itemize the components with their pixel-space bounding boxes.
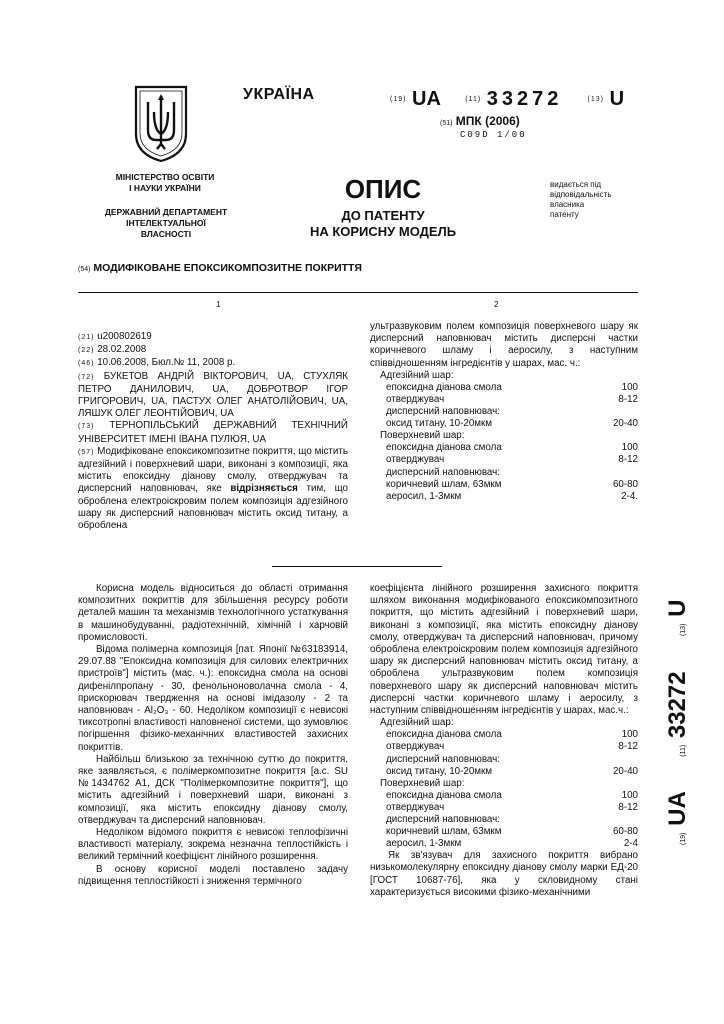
inid-code-19: (19): [390, 96, 407, 104]
inid-code-13: (13): [587, 96, 604, 104]
composition-ingredient: Поверхневий шар:: [380, 777, 465, 789]
composition-amount: 8-12: [618, 741, 638, 753]
claim-continuation: [370, 321, 638, 503]
composition-ingredient: аеросил, 1-3мкм: [386, 490, 462, 502]
composition-amount: [595, 778, 638, 790]
description-paragraph: Найбільш близькою за технічною суттю до покриття, яке заявляється, є полімеркомпозитне покриття [а.с. SU №1434762 А1, ДСК "Полімеркомпозитне покриття"], що містить адгезійний і поверхневий шари, виконані з композиції, яка містить епоксидну діанову смолу, отверджувач та дисперсний наповнювач.: [78, 753, 348, 826]
composition-amount: 60-80: [612, 478, 638, 490]
description-paragraph: коефіцієнта лінійного розширення захисного покриття шляхом виконання модифікованого епоксикомпозитного покриття, що містить адгезійний і поверхневий шари, виконані з композиції, яка містить епоксидну діанову смолу, отверджувач та дисперсний наповнювач, причому оброблена електроіскровим полем композиція адгезійного шару як дисперсний наповнювач містить оксид титану, а оброблена ультразвуковим полем композиція поверхневого шару як дисперсний наповнювач містить дисперсні частки коричневого шламу і аеросилу, з наступним співвідношенням інгредієнтів у шарах, мас.ч.:: [370, 583, 638, 717]
composition-amount: 8-12: [618, 394, 638, 405]
composition-ingredient: отверджувач: [386, 801, 445, 813]
composition-ingredient: епоксидна діанова смола: [386, 442, 502, 454]
composition-amount: [595, 370, 638, 382]
side-kind: U: [664, 599, 691, 617]
abstract-emphasis: відрізняється: [230, 483, 298, 495]
document-subtitle-line: НА КОРИСНУ МОДЕЛЬ: [309, 224, 457, 239]
composition-ingredient: оксид титану, 10-20мкм: [386, 765, 493, 777]
composition-ingredient: дисперсний наповнювач:: [386, 406, 500, 418]
composition-row: [370, 467, 638, 479]
composition-row: [370, 838, 638, 850]
divider: [272, 566, 442, 567]
coat-of-arms-icon: [132, 84, 190, 164]
composition-amount: 2-4: [623, 838, 638, 850]
filing-date: 28.02.2008: [97, 344, 147, 356]
composition-row: [370, 406, 638, 418]
description-paragraph: В основу корисної моделі поставлено задачу підвищення теплостійкості і зниження термічного: [78, 863, 348, 887]
patent-owner: ТЕРНОПІЛЬСЬКИЙ ДЕРЖАВНИЙ ТЕХНІЧНИЙ УНІВЕРСИТЕТ ІМЕНІ ІВАНА ПУЛЮЯ, UA: [78, 420, 348, 445]
composition-ingredient: епоксидна діанова смола: [386, 381, 502, 393]
issued-line: відповідальність: [550, 190, 612, 199]
publication-line: [78, 357, 348, 370]
composition-row: [370, 491, 638, 503]
composition-ingredient: Адгезійний шар:: [380, 369, 454, 381]
issued-note: [550, 180, 640, 220]
composition-amount: [595, 717, 638, 729]
composition-amount: [595, 814, 638, 826]
composition-ingredient: отверджувач: [386, 454, 445, 466]
side-inid-code-13: (13): [680, 623, 687, 637]
composition-amount: [595, 467, 638, 479]
side-number: 33272: [664, 671, 691, 739]
inid-code-22: (22): [78, 347, 95, 355]
composition-row: [370, 826, 638, 838]
inid-code-73: (73): [78, 423, 95, 431]
composition-row: [370, 741, 638, 753]
filing-line: [78, 344, 348, 357]
publication-number: [390, 88, 624, 111]
composition-ingredient: Адгезійний шар:: [380, 717, 454, 729]
composition-ingredient: епоксидна діанова смола: [386, 789, 502, 801]
composition-amount: 100: [621, 442, 638, 454]
document-type: ОПИС: [344, 174, 422, 204]
composition-row: [370, 754, 638, 766]
document-subtitle: [283, 208, 483, 240]
composition-amount: [595, 406, 638, 418]
inid-code-11: (11): [465, 96, 482, 104]
invention-title: [78, 262, 362, 274]
side-country: UA: [664, 792, 691, 826]
description-paragraph: Корисна модель відноситься до області отримання композитних покриттів для збільшення ресурсу роботи деталей машин та механізмів технологічного устаткування в машинобудуванні, радіотехнічній, хімічній і харчовій промисловості.: [78, 583, 348, 643]
composition-ingredient: коричневий шлам, 63мкм: [386, 826, 502, 838]
composition-row: [370, 717, 638, 729]
composition-ingredient: оксид титану, 10-20мкм: [386, 418, 493, 430]
ipc-line: [440, 114, 520, 128]
application-number: u200802619: [97, 331, 152, 342]
abstract-text: Модифіковане епоксикомпозитне покриття, що містить адгезійний і поверхневий шари, виконані з композиції, яка містить епоксидну діанову смолу, отверджувач та дисперсний наповнювач, яке: [78, 445, 348, 495]
composition-ingredient: епоксидна діанова смола: [386, 729, 502, 741]
department-line: ВЛАСНОСТІ: [140, 229, 192, 239]
description-paragraph: Відома полімерна композиція [пат. Японії №63183914, 29.07.88 "Епоксидна композиція для силових електричних пристроїв"] містить (мас. ч.): епоксидна смола на основі дифенілпропану - 30, фенольноноволачна смола - 4, прискорювач твердження на основі імідазолу - 2 та наповнювач - Al₂O₃ - 60. Недоліком композиції є невисокі тиксотропні властивості наповненої системи, що зумовлює погіршення фізико-механічних властивостей захисних покриттів.: [78, 644, 348, 753]
composition-row: [370, 802, 638, 814]
publication-country: UA: [412, 88, 441, 110]
composition-ingredient: дисперсний наповнювач:: [386, 466, 500, 478]
composition-amount: [595, 430, 638, 442]
ministry-line: І НАУКИ УКРАЇНИ: [129, 183, 201, 193]
composition-amount: 2-4.: [621, 490, 638, 502]
publication-number-value: 33272: [486, 88, 563, 110]
inid-code-72: (72): [78, 373, 95, 381]
publication-date: 10.06.2008, Бюл.№ 11, 2008 р.: [97, 357, 236, 369]
composition-ingredient: отверджувач: [386, 394, 445, 405]
composition-row: [370, 778, 638, 790]
department-name: [82, 207, 250, 240]
side-publication-number: [650, 585, 710, 845]
composition-row: [370, 814, 638, 826]
description-composition-table: [370, 717, 638, 850]
composition-row: [370, 382, 638, 394]
composition-row: [370, 442, 638, 454]
composition-row: [370, 790, 638, 802]
column-number: 2: [494, 300, 499, 309]
document-subtitle-line: ДО ПАТЕНТУ: [341, 208, 425, 223]
ipc-class: C09D 1/00: [460, 130, 527, 140]
side-inid-code-19: (19): [680, 832, 687, 845]
composition-amount: 8-12: [618, 454, 638, 466]
claim-composition-table: [370, 370, 638, 503]
composition-amount: [595, 754, 638, 766]
inventors: БУКЕТОВ АНДРІЙ ВІКТОРОВИЧ, UA, СТУХЛЯК ПЕТРО ДАНИЛОВИЧ, UA, ДОБРОТВОР ІГОР ГРИГОРОВИЧ, UA, ПАСТУХ ОЛЕГ АНАТОЛІЙОВИЧ, UA, ЛЯШУК ОЛЕГ ЛЕОНТІЙОВИЧ, UA: [78, 370, 348, 420]
composition-amount: 20-40: [612, 418, 638, 430]
composition-ingredient: отверджувач: [386, 741, 445, 753]
composition-ingredient: аеросил, 1-3мкм: [386, 838, 462, 850]
composition-row: [370, 430, 638, 442]
description-left-column: [78, 583, 348, 888]
ipc-label: МПК (2006): [455, 114, 520, 128]
composition-row: [370, 370, 638, 382]
ministry-line: МІНІСТЕРСТВО ОСВІТИ: [115, 172, 215, 182]
publication-kind: U: [609, 88, 625, 110]
composition-ingredient: дисперсний наповнювач:: [386, 813, 500, 825]
issued-line: власника: [550, 200, 585, 209]
divider: [78, 292, 638, 293]
composition-row: [370, 729, 638, 741]
inventors-line: [78, 371, 348, 421]
description-paragraph: Недоліком відомого покриття є невисокі теплофізичні властивості матеріалу, зокрема незначна теплостійкість і великий термічний коефіцієнт лінійного розширення.: [78, 827, 348, 863]
inid-code-51: (51): [440, 120, 453, 127]
composition-amount: 20-40: [612, 765, 638, 777]
owner-line: [78, 420, 348, 445]
composition-ingredient: дисперсний наповнювач:: [386, 753, 500, 765]
claim-text: ультразвуковим полем композиція поверхневого шару як дисперсний наповнювач містить дисперсні частки коричневого шламу і аеросилу, з наступним співвідношенням інгредієнтів у шарах, мас. ч.:: [370, 321, 638, 369]
column-number: 1: [216, 300, 221, 309]
inid-code-57: (57): [78, 448, 95, 456]
country-name: УКРАЇНА: [243, 86, 315, 103]
composition-row: [370, 766, 638, 778]
composition-ingredient: Поверхневий шар:: [380, 430, 465, 442]
composition-amount: 60-80: [612, 826, 638, 838]
side-inid-code-11: (11): [680, 744, 687, 757]
composition-row: [370, 418, 638, 430]
application-line: [78, 331, 348, 344]
composition-amount: 8-12: [618, 801, 638, 813]
composition-amount: 100: [621, 381, 638, 393]
issued-line: видається під: [550, 180, 602, 189]
side-publication-number-text: [664, 585, 704, 845]
composition-row: [370, 394, 638, 406]
invention-title-text: МОДИФІКОВАНЕ ЕПОКСИКОМПОЗИТНЕ ПОКРИТТЯ: [93, 262, 362, 274]
composition-amount: 100: [621, 789, 638, 801]
abstract-text: тим, що оброблена електроіскровим полем композиція адгезійного шару як дисперсний наповнювач містить оксид титану, а оброблена: [78, 483, 348, 532]
bibliographic-data: [78, 331, 348, 532]
composition-amount: 100: [621, 729, 638, 741]
inid-code-54: (54): [78, 266, 91, 273]
composition-row: [370, 479, 638, 491]
inid-code-21: (21): [78, 334, 95, 341]
department-line: ДЕРЖАВНИЙ ДЕПАРТАМЕНТ: [104, 207, 228, 217]
issued-line: патенту: [550, 210, 579, 219]
description-right-column: [370, 583, 638, 899]
composition-ingredient: коричневий шлам, 63мкм: [386, 478, 502, 490]
abstract: [78, 446, 348, 532]
composition-row: [370, 454, 638, 466]
department-line: ІНТЕЛЕКТУАЛЬНОЇ: [126, 218, 206, 228]
ministry-name: [100, 172, 230, 194]
description-paragraph: Як зв'язувач для захисного покриття вибрано низькомолекулярну епоксидну діанову смолу марки ЕД-20 [ГОСТ 10687-76], яка у склoвидному стані характеризується високими фізико-механічними: [370, 850, 638, 898]
inid-code-46: (46): [78, 360, 95, 368]
